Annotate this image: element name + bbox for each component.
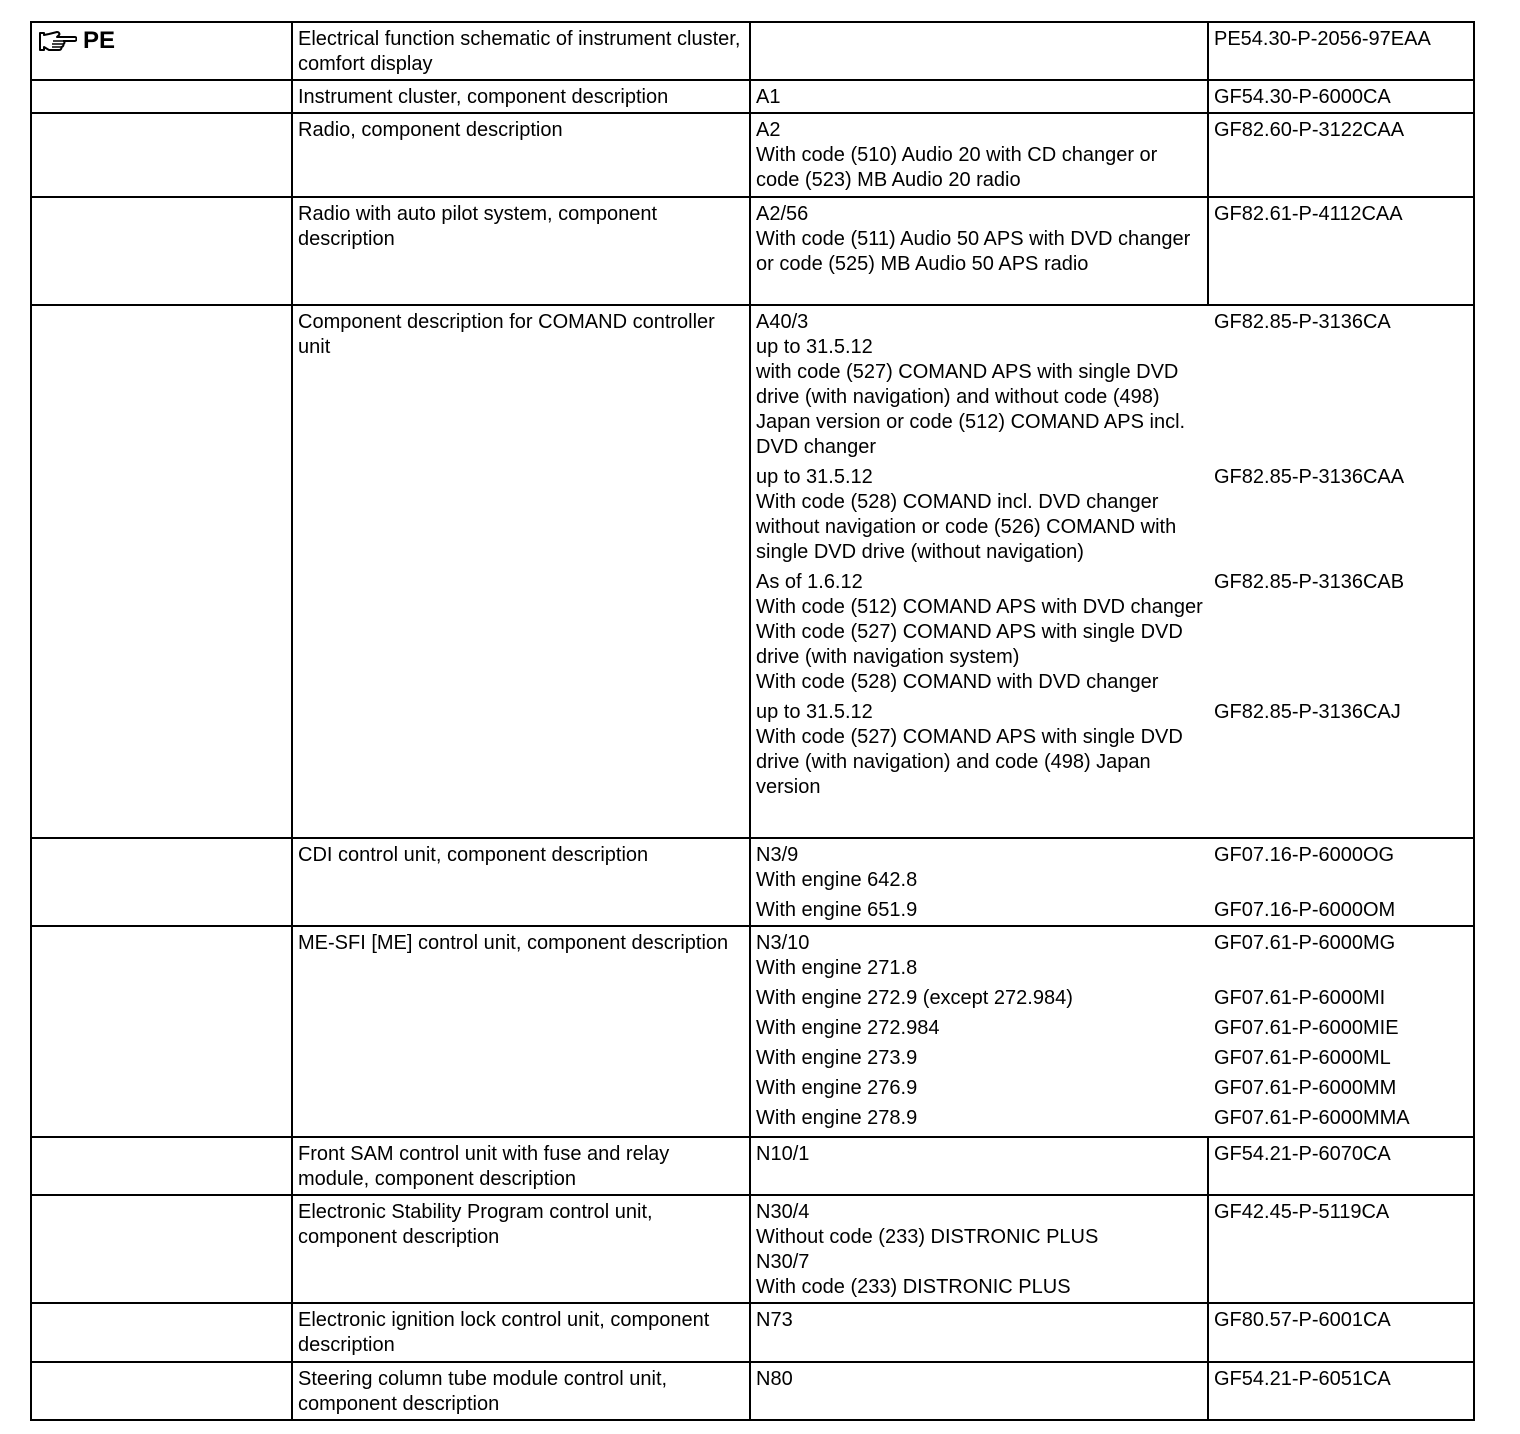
component-code: A2 <box>756 119 781 141</box>
pe-label: PE <box>83 27 116 54</box>
table-row <box>31 838 1474 926</box>
description-cell: CDI control unit, component description <box>292 838 750 926</box>
code-cell <box>750 197 1208 305</box>
pe-marker <box>37 27 286 55</box>
description-cell: Component description for COMAND controller unit <box>292 305 750 838</box>
description-cell: Electronic ignition lock control unit, component description <box>292 1303 750 1362</box>
component-code: N3/9 <box>756 844 799 866</box>
description-cell: Front SAM control unit with fuse and relay module, component description <box>292 1137 750 1195</box>
variant-row <box>756 1076 1473 1101</box>
description-cell: Steering column tube module control unit, component description <box>292 1362 750 1420</box>
variant-row <box>756 1046 1473 1071</box>
document-link[interactable]: GF07.61-P-6000MM <box>1214 1077 1397 1099</box>
variant-row <box>756 700 1473 800</box>
variant-row <box>756 570 1473 695</box>
document-link[interactable]: PE54.30-P-2056-97EAA <box>1208 22 1474 80</box>
code-cell: A1 <box>750 80 1208 113</box>
document-link[interactable]: GF82.60-P-3122CAA <box>1208 113 1474 197</box>
table-row <box>31 80 1474 113</box>
variant-cell <box>750 838 1474 926</box>
variant-condition: With engine 272.984 <box>756 1017 940 1039</box>
code-cell <box>750 1195 1208 1303</box>
variant-condition: up to 31.5.12 with code (527) COMAND APS with single DVD drive (with navigation) and without code (498) Japan version or code (512) COMAND APS incl. DVD changer <box>756 336 1186 458</box>
component-code: N3/10 <box>756 932 810 954</box>
code-cell <box>750 22 1208 80</box>
table-row <box>31 1137 1474 1195</box>
document-link[interactable]: GF54.21-P-6051CA <box>1208 1362 1474 1420</box>
variant-condition: With engine 642.8 <box>756 869 918 891</box>
code-cell: N10/1 <box>750 1137 1208 1195</box>
table-row <box>31 22 1474 80</box>
document-link[interactable]: GF07.16-P-6000OG <box>1214 844 1395 866</box>
table-row <box>31 113 1474 197</box>
variant-cell <box>750 305 1474 838</box>
document-link[interactable]: GF54.30-P-6000CA <box>1208 80 1474 113</box>
table-row <box>31 305 1474 838</box>
code-note: Without code (233) DISTRONIC PLUS N30/7 With code (233) DISTRONIC PLUS <box>756 1226 1099 1298</box>
marker-cell <box>31 22 292 80</box>
description-cell: Instrument cluster, component description <box>292 80 750 113</box>
code-note: With code (510) Audio 20 with CD changer or code (523) MB Audio 20 radio <box>756 144 1158 191</box>
document-link[interactable]: GF82.85-P-3136CAB <box>1214 571 1405 593</box>
variant-row <box>756 986 1473 1011</box>
table-row <box>31 1303 1474 1362</box>
document-link[interactable]: GF82.61-P-4112CAA <box>1208 197 1474 305</box>
code-cell <box>750 113 1208 197</box>
variant-row <box>756 465 1473 565</box>
component-code: A40/3 <box>756 311 809 333</box>
description-cell: Electronic Stability Program control unit, component description <box>292 1195 750 1303</box>
document-link[interactable]: GF82.85-P-3136CAA <box>1214 466 1405 488</box>
variant-condition: With engine 278.9 <box>756 1107 918 1129</box>
document-link[interactable]: GF42.45-P-5119CA <box>1208 1195 1474 1303</box>
description-cell: ME-SFI [ME] control unit, component description <box>292 926 750 1137</box>
document-link[interactable]: GF80.57-P-6001CA <box>1208 1303 1474 1362</box>
variant-condition: up to 31.5.12 With code (528) COMAND incl. DVD changer without navigation or code (526) COMAND with single DVD drive (without navigation) <box>756 466 1177 563</box>
table-row <box>31 926 1474 1137</box>
code-cell: N80 <box>750 1362 1208 1420</box>
code-cell: N73 <box>750 1303 1208 1362</box>
variant-row <box>756 1106 1473 1131</box>
document-link[interactable]: GF07.16-P-6000OM <box>1214 899 1396 921</box>
variant-condition: With engine 276.9 <box>756 1077 918 1099</box>
document-link[interactable]: GF07.61-P-6000ML <box>1214 1047 1391 1069</box>
pointing-hand-icon <box>37 29 77 53</box>
document-link[interactable]: GF07.61-P-6000MMA <box>1214 1107 1410 1129</box>
table-row <box>31 1362 1474 1420</box>
description-cell: Radio with auto pilot system, component description <box>292 197 750 305</box>
document-link[interactable]: GF07.61-P-6000MG <box>1214 932 1396 954</box>
document-link[interactable]: GF82.85-P-3136CA <box>1214 311 1391 333</box>
table-row <box>31 197 1474 305</box>
variant-condition: With engine 273.9 <box>756 1047 918 1069</box>
description-cell: Radio, component description <box>292 113 750 197</box>
document-link[interactable]: GF07.61-P-6000MIE <box>1214 1017 1399 1039</box>
variant-condition: With engine 271.8 <box>756 957 918 979</box>
table-row <box>31 1195 1474 1303</box>
component-reference-table <box>30 21 1475 1421</box>
component-code: A2/56 <box>756 203 809 225</box>
component-code: N30/4 <box>756 1201 810 1223</box>
variant-condition: As of 1.6.12 With code (512) COMAND APS with DVD changer With code (527) COMAND APS with single DVD drive (with navigation system) With code (528) COMAND with DVD changer <box>756 571 1203 693</box>
variant-condition: up to 31.5.12 With code (527) COMAND APS with single DVD drive (with navigation) and code (498) Japan version <box>756 701 1183 798</box>
variant-row <box>756 1016 1473 1041</box>
description-cell: Electrical function schematic of instrument cluster, comfort display <box>292 22 750 80</box>
document-link[interactable]: GF07.61-P-6000MI <box>1214 987 1386 1009</box>
code-note: With code (511) Audio 50 APS with DVD changer or code (525) MB Audio 50 APS radio <box>756 228 1191 275</box>
document-link[interactable]: GF54.21-P-6070CA <box>1208 1137 1474 1195</box>
document-link[interactable]: GF82.85-P-3136CAJ <box>1214 701 1401 723</box>
variant-condition: With engine 651.9 <box>756 899 918 921</box>
variant-cell <box>750 926 1474 1137</box>
variant-row <box>756 898 1473 923</box>
variant-condition: With engine 272.9 (except 272.984) <box>756 987 1073 1009</box>
